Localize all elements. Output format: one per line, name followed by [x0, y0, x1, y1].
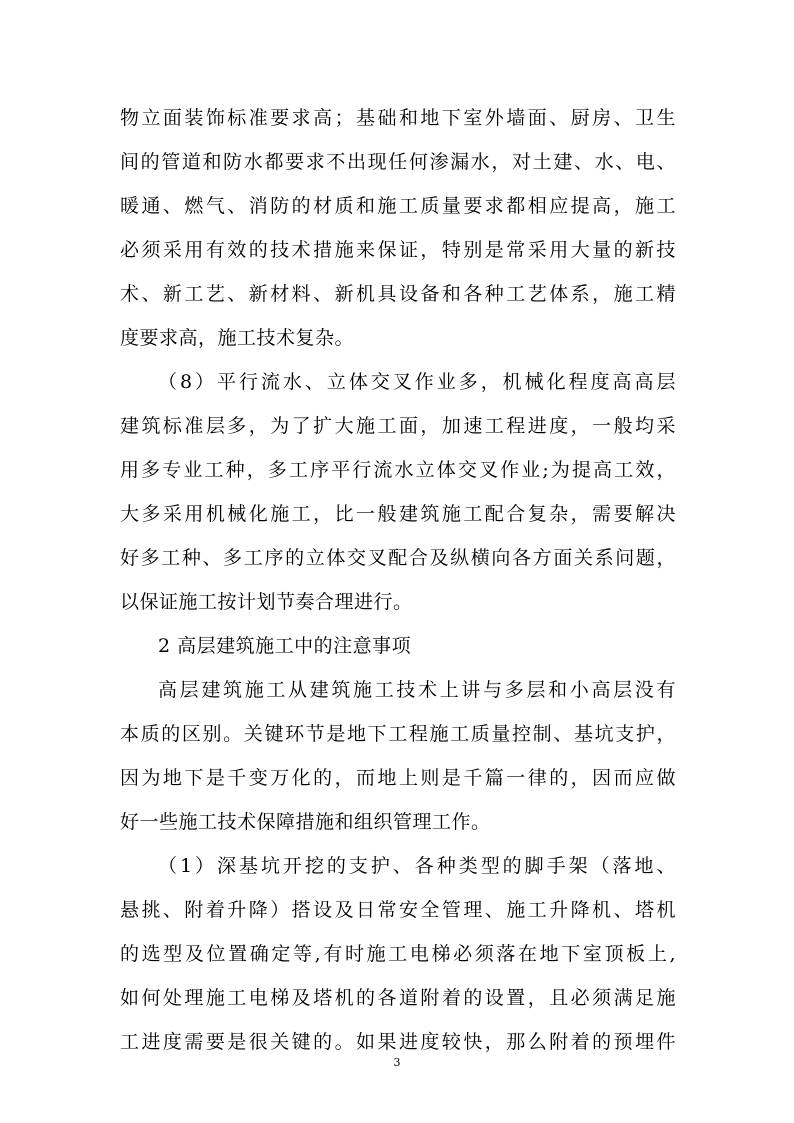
text-line: 大多采用机械化施工，比一般建筑施工配合复杂，需要解决 — [120, 503, 676, 525]
text-line: 间的管道和防水都要求不出现任何渗漏水，对土建、水、电、 — [120, 151, 676, 173]
paragraph — [120, 360, 676, 624]
text-line: （1）深基坑开挖的支护、各种类型的脚手架（落地、 — [158, 855, 676, 877]
paragraph — [120, 844, 676, 1064]
text-line: 如何处理施工电梯及塔机的各道附着的设置，且必须满足施 — [120, 987, 676, 1009]
paragraph — [120, 96, 676, 360]
text-line: 必须采用有效的技术措施来保证，特别是常采用大量的新技 — [120, 239, 676, 261]
text-line: 用多专业工种，多工序平行流水立体交叉作业;为提高工效， — [120, 459, 676, 481]
text-line: 高层建筑施工从建筑施工技术上讲与多层和小高层没有 — [158, 679, 676, 701]
text-line: 好一些施工技术保障措施和组织管理工作。 — [120, 811, 491, 833]
text-line: 好多工种、多工序的立体交叉配合及纵横向各方面关系问题， — [120, 547, 676, 569]
text-line: 因为地下是千变万化的，而地上则是千篇一律的，因而应做 — [120, 767, 676, 789]
section-heading: 2 高层建筑施工中的注意事项 — [158, 635, 412, 657]
text-line: 暖通、燃气、消防的材质和施工质量要求都相应提高，施工 — [120, 195, 676, 217]
page-number: 3 — [393, 1056, 401, 1069]
text-line: 建筑标准层多，为了扩大施工面，加速工程进度，一般均采 — [120, 415, 676, 437]
document-body — [120, 96, 676, 1064]
text-line: （8）平行流水、立体交叉作业多，机械化程度高高层 — [158, 371, 676, 393]
text-line: 的选型及位置确定等,有时施工电梯必须落在地下室顶板上, — [120, 943, 676, 965]
text-line: 以保证施工按计划节奏合理进行。 — [120, 591, 413, 613]
text-line: 悬挑、附着升降）搭设及日常安全管理、施工升降机、塔机 — [120, 899, 676, 921]
text-line: 本质的区别。关键环节是地下工程施工质量控制、基坑支护， — [120, 723, 676, 745]
text-line: 工进度需要是很关键的。如果进度较快，那么附着的预埋件 — [120, 1031, 676, 1053]
text-line: 度要求高，施工技术复杂。 — [120, 327, 355, 349]
text-line: 物立面装饰标准要求高；基础和地下室外墙面、厨房、卫生 — [120, 107, 676, 129]
text-line: 术、新工艺、新材料、新机具设备和各种工艺体系，施工精 — [120, 283, 676, 305]
paragraph — [120, 668, 676, 844]
